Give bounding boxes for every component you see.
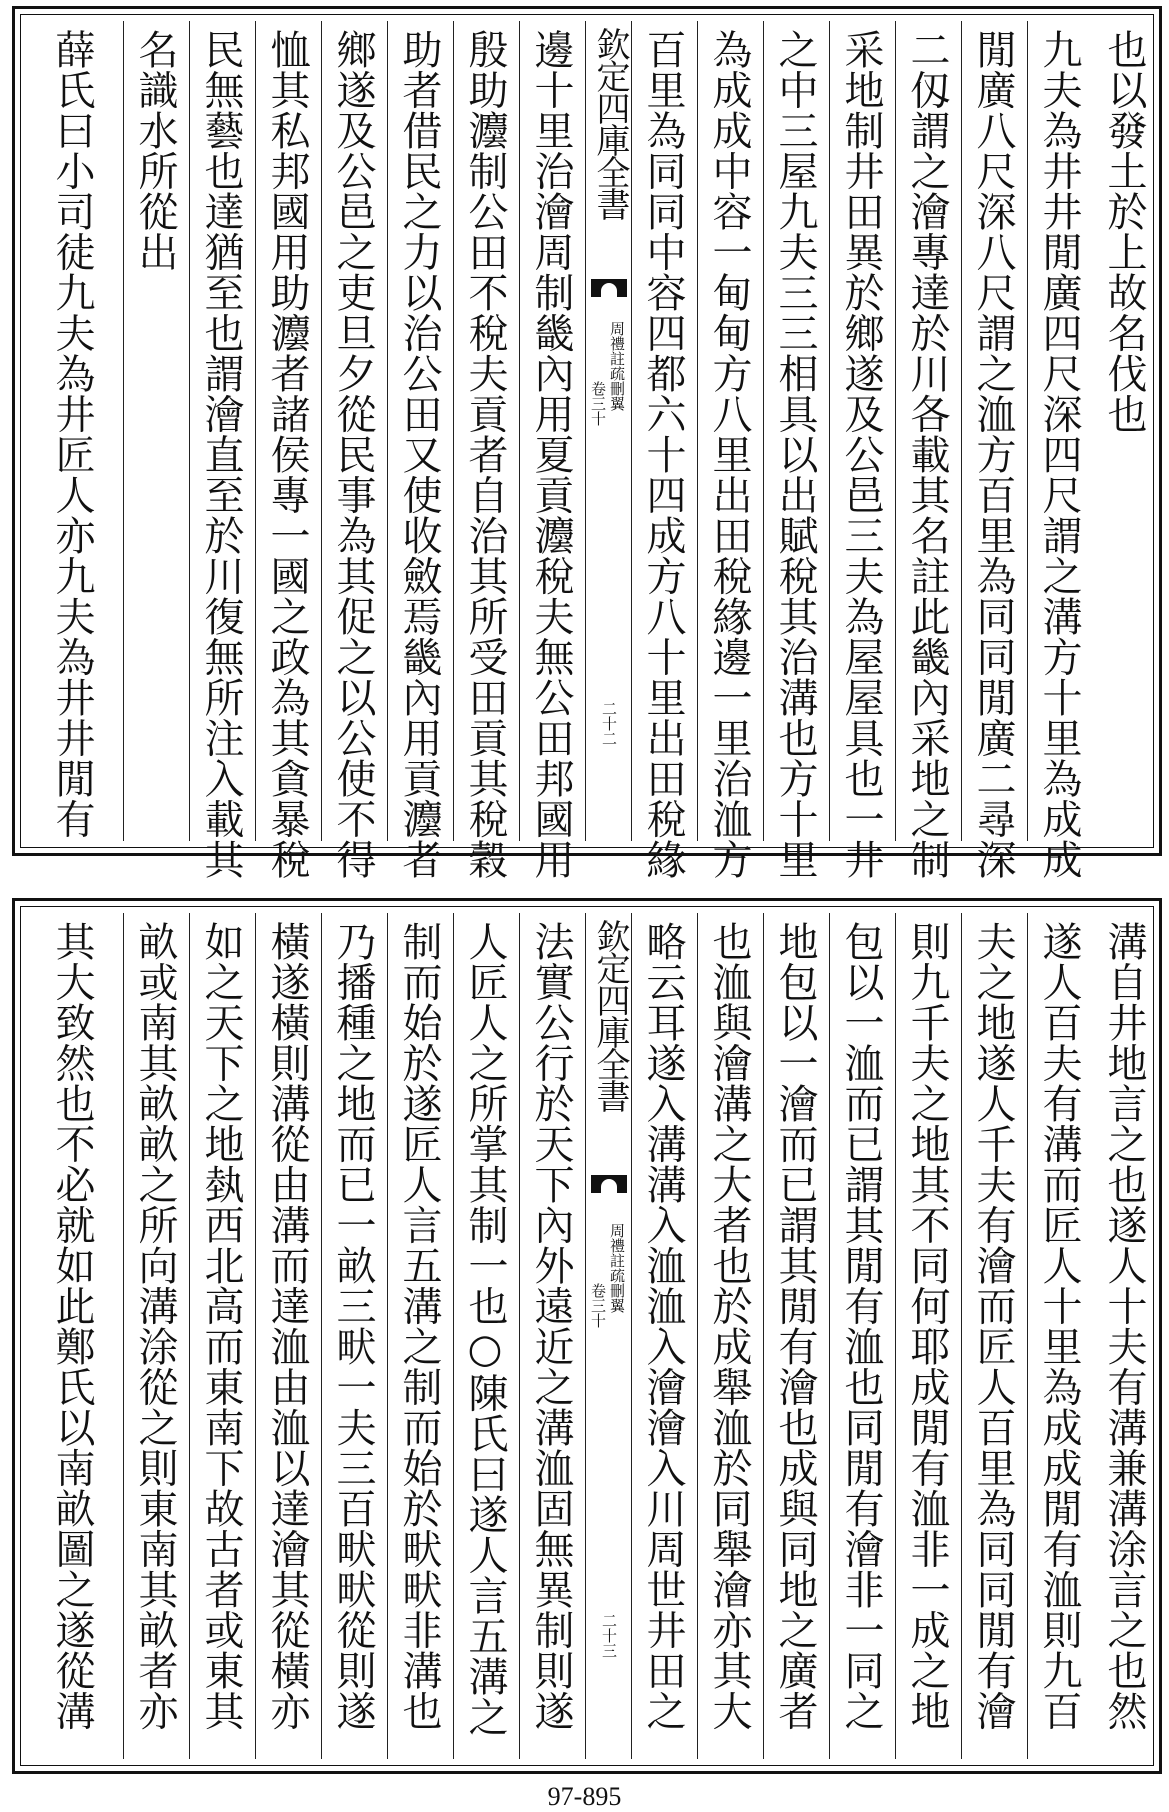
column-text: 民無藝也達猶至也謂澮直至於川復無所注入載其 [198, 29, 244, 880]
column-text: 乃播種之地而已一畝三畎一夫三百畎畎從則遂 [330, 921, 376, 1731]
column-text: 遂人百夫有溝而匠人十里為成成閒有洫則九百 [1036, 921, 1082, 1731]
column-text: 殷助灋制公田不稅夫貢者自治其所受田貢其稅穀 [462, 29, 508, 880]
text-column [763, 21, 828, 880]
text-column [631, 21, 696, 880]
column-text: 助者借民之力以治公田又使收斂焉畿內用貢灋者 [396, 29, 442, 880]
column-text: 人匠人之所掌其制一也○陳氏曰遂人言五溝之 [462, 921, 508, 1737]
column-text: 九夫為井井閒廣四尺深四尺謂之溝方十里為成成 [1036, 29, 1082, 880]
column-text: 邊十里治澮周制畿內用夏貢灋稅夫無公田邦國用 [528, 29, 574, 880]
fishtail-mark [591, 1175, 627, 1193]
center-fold [585, 21, 631, 841]
column-text: 法實公行於天下內外遠近之溝洫固無異制則遂 [528, 921, 574, 1731]
juan-number: 卷三十 [589, 381, 607, 426]
text-column [321, 21, 386, 880]
column-text: 也以發土於上故名伐也 [1101, 29, 1147, 434]
text-column [895, 913, 960, 1759]
text-column [697, 913, 762, 1759]
text-column [1027, 913, 1092, 1759]
text-column [453, 913, 518, 1759]
column-text: 鄉遂及公邑之吏旦夕從民事為其促之以公使不得 [330, 29, 376, 880]
text-column [631, 913, 696, 1759]
text-column [387, 21, 452, 880]
juan-number: 卷三十 [589, 1283, 607, 1328]
center-fold [585, 913, 631, 1759]
column-text: 其大致然也不必就如此鄭氏以南畝圖之遂從溝 [49, 921, 95, 1731]
column-text: 恤其私邦國用助灋者諸侯專一國之政為其貪暴稅 [264, 29, 310, 880]
text-column [255, 21, 320, 880]
text-column [123, 913, 188, 1759]
column-text: 略云耳遂入溝溝入洫洫入澮澮入川周世井田之 [640, 921, 686, 1731]
column-text: 制而始於遂匠人言五溝之制而始於畎畎非溝也 [396, 921, 442, 1731]
text-column [1027, 21, 1092, 880]
text-column [453, 21, 518, 880]
column-text: 名識水所從出 [132, 29, 178, 272]
text-column [387, 913, 452, 1759]
column-text: 橫遂橫則溝從由溝而達洫由洫以達澮其從橫亦 [264, 921, 310, 1731]
book-title: 欽定四庫全書 [590, 27, 630, 219]
column-text: 則九千夫之地其不同何耶成閒有洫非一成之地 [904, 921, 950, 1731]
column-text: 溝自井地言之也遂人十夫有溝兼溝涂言之也然 [1101, 921, 1147, 1731]
column-text: 包以一洫而已謂其閒有洫也同閒有澮非一同之 [838, 921, 884, 1731]
folio-number: 97-895 [547, 1782, 622, 1811]
column-text: 畝或南其畝畝之所向溝涂從之則東南其畝者亦 [132, 921, 178, 1731]
text-column [189, 21, 254, 880]
text-column [1093, 21, 1158, 841]
text-column [123, 21, 188, 841]
column-text: 地包以一澮而已謂其閒有澮也成與同地之廣者 [772, 921, 818, 1731]
column-text: 薛氏曰小司徒九夫為井匠人亦九夫為井井閒有 [49, 29, 95, 839]
text-column [895, 21, 960, 880]
column-text: 二仭謂之澮專達於川各載其名註此畿內采地之制 [904, 29, 950, 880]
column-text: 百里為同同中容四都六十四成方八十里出田稅緣 [640, 29, 686, 880]
text-column [255, 913, 320, 1759]
text-column [27, 21, 123, 841]
column-text: 閒廣八尺深八尺謂之洫方百里為同同閒廣二尋深 [970, 29, 1016, 880]
page-number: 二十二 [600, 701, 618, 746]
text-column [961, 913, 1026, 1759]
work-title: 周禮註疏刪翼 [608, 321, 626, 411]
page-bottom-frame [20, 906, 1154, 1766]
column-text: 如之天下之地埶西北高而東南下故古者或東其 [198, 921, 244, 1731]
text-column [697, 21, 762, 880]
page-number: 二十三 [600, 1613, 618, 1658]
column-text: 也洫與澮溝之大者也於成舉洫於同舉澮亦其大 [706, 921, 752, 1731]
text-column [519, 21, 584, 880]
column-text: 夫之地遂人千夫有澮而匠人百里為同同閒有澮 [970, 921, 1016, 1731]
text-column [763, 913, 828, 1759]
text-column [961, 21, 1026, 880]
text-column [189, 913, 254, 1759]
page-top-frame [20, 14, 1154, 880]
column-text: 之中三屋九夫三三相具以出賦稅其治溝也方十里 [772, 29, 818, 880]
page-top [12, 6, 1162, 880]
fishtail-mark [591, 279, 627, 297]
text-column [829, 913, 894, 1759]
text-column [829, 21, 894, 880]
column-text: 為成成中容一甸甸方八里出田稅緣邊一里治洫方 [706, 29, 752, 880]
page-bottom [12, 898, 1162, 1774]
text-column [1093, 913, 1158, 1759]
text-column [321, 913, 386, 1759]
work-title: 周禮註疏刪翼 [608, 1223, 626, 1313]
book-title: 欽定四庫全書 [590, 919, 630, 1111]
text-column [519, 913, 584, 1759]
text-column [27, 913, 123, 1759]
column-text: 采地制井田異於鄉遂及公邑三夫為屋屋具也一井 [838, 29, 884, 880]
